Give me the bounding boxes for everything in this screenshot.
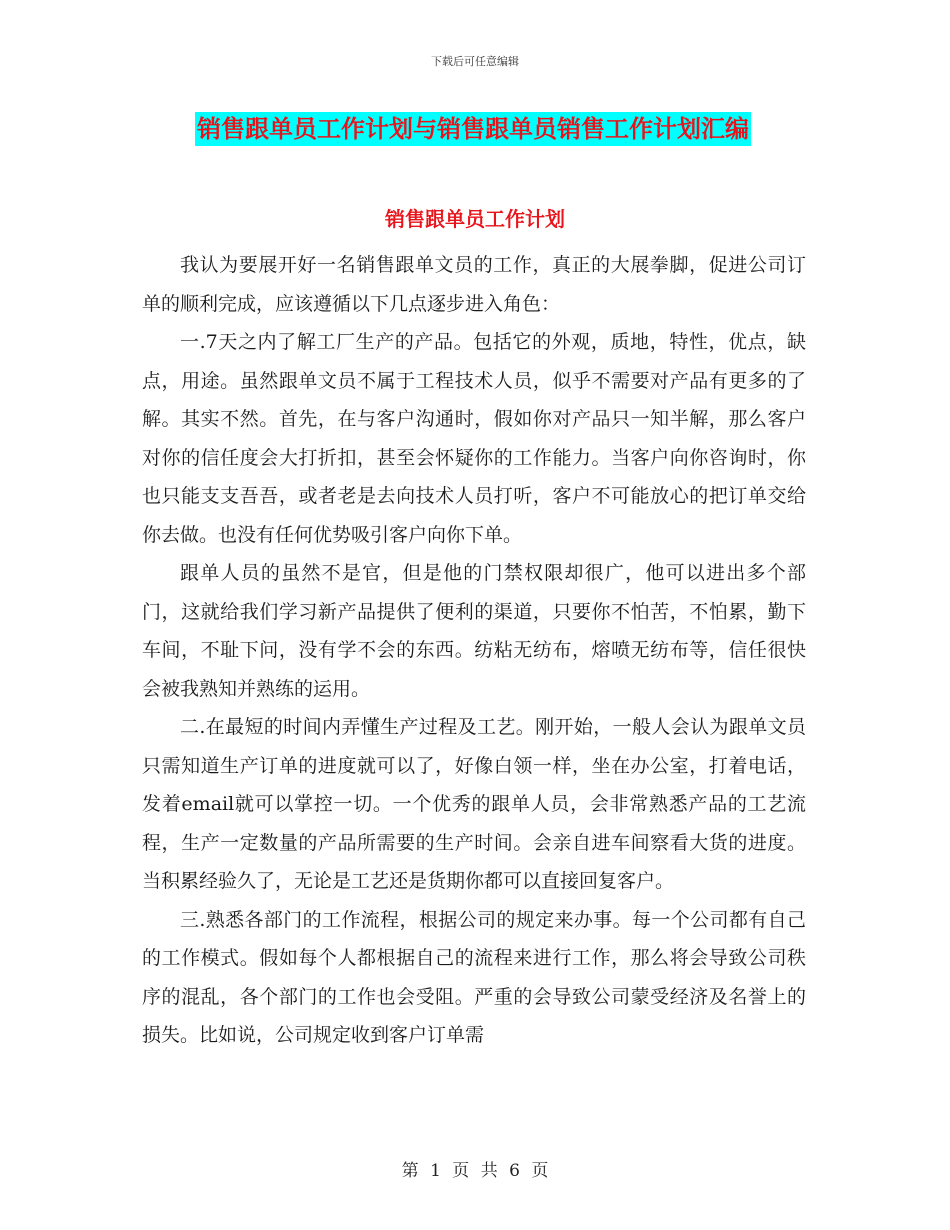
document-title: 销售跟单员工作计划与销售跟单员销售工作计划汇编: [195, 112, 751, 146]
page-number-footer: 第 1 页 共 6 页: [401, 1161, 549, 1181]
paragraph: 三.熟悉各部门的工作流程，根据公司的规定来办事。每一个公司都有自己的工作模式。假如每个人都根据自己的流程来进行工作，那么将会导致公司秩序的混乱，各个部门的工作也会受阻。严重的会导致公司蒙受经济及名誉上的损失。比如说，公司规定收到客户订单需: [142, 908, 806, 1046]
paragraph: 我认为要展开好一名销售跟单文员的工作，真正的大展拳脚，促进公司订单的顺利完成，应该遵循以下几点逐步进入角色：: [142, 254, 806, 315]
paragraph: 跟单人员的虽然不是官，但是他的门禁权限却很广，他可以进出多个部门，这就给我们学习新产品提供了便利的渠道，只要你不怕苦，不怕累，勤下车间，不耻下问，没有学不会的东西。纺粘无纺布，熔喷无纺布等，信任很快会被我熟知并熟练的运用。: [142, 562, 806, 700]
document-body: [142, 246, 806, 1055]
paragraph: 一.7天之内了解工厂生产的产品。包括它的外观，质地，特性，优点，缺点，用途。虽然跟单文员不属于工程技术人员，似乎不需要对产品有更多的了解。其实不然。首先，在与客户沟通时，假如你对产品只一知半解，那么客户对你的信任度会大打折扣，甚至会怀疑你的工作能力。当客户向你咨询时，你也只能支支吾吾，或者老是去向技术人员打听，客户不可能放心的把订单交给你去做。也没有任何优势吸引客户向你下单。: [142, 331, 806, 546]
section-title: 销售跟单员工作计划: [385, 207, 565, 231]
paragraph: 二.在最短的时间内弄懂生产过程及工艺。刚开始，一般人会认为跟单文员只需知道生产订单的进度就可以了，好像白领一样，坐在办公室，打着电话，发着email就可以掌控一切。一个优秀的跟单人员，会非常熟悉产品的工艺流程，生产一定数量的产品所需要的生产时间。会亲自进车间察看大货的进度。当积累经验久了，无论是工艺还是货期你都可以直接回复客户。: [142, 716, 806, 892]
header-note: 下载后可任意编辑: [431, 55, 519, 68]
